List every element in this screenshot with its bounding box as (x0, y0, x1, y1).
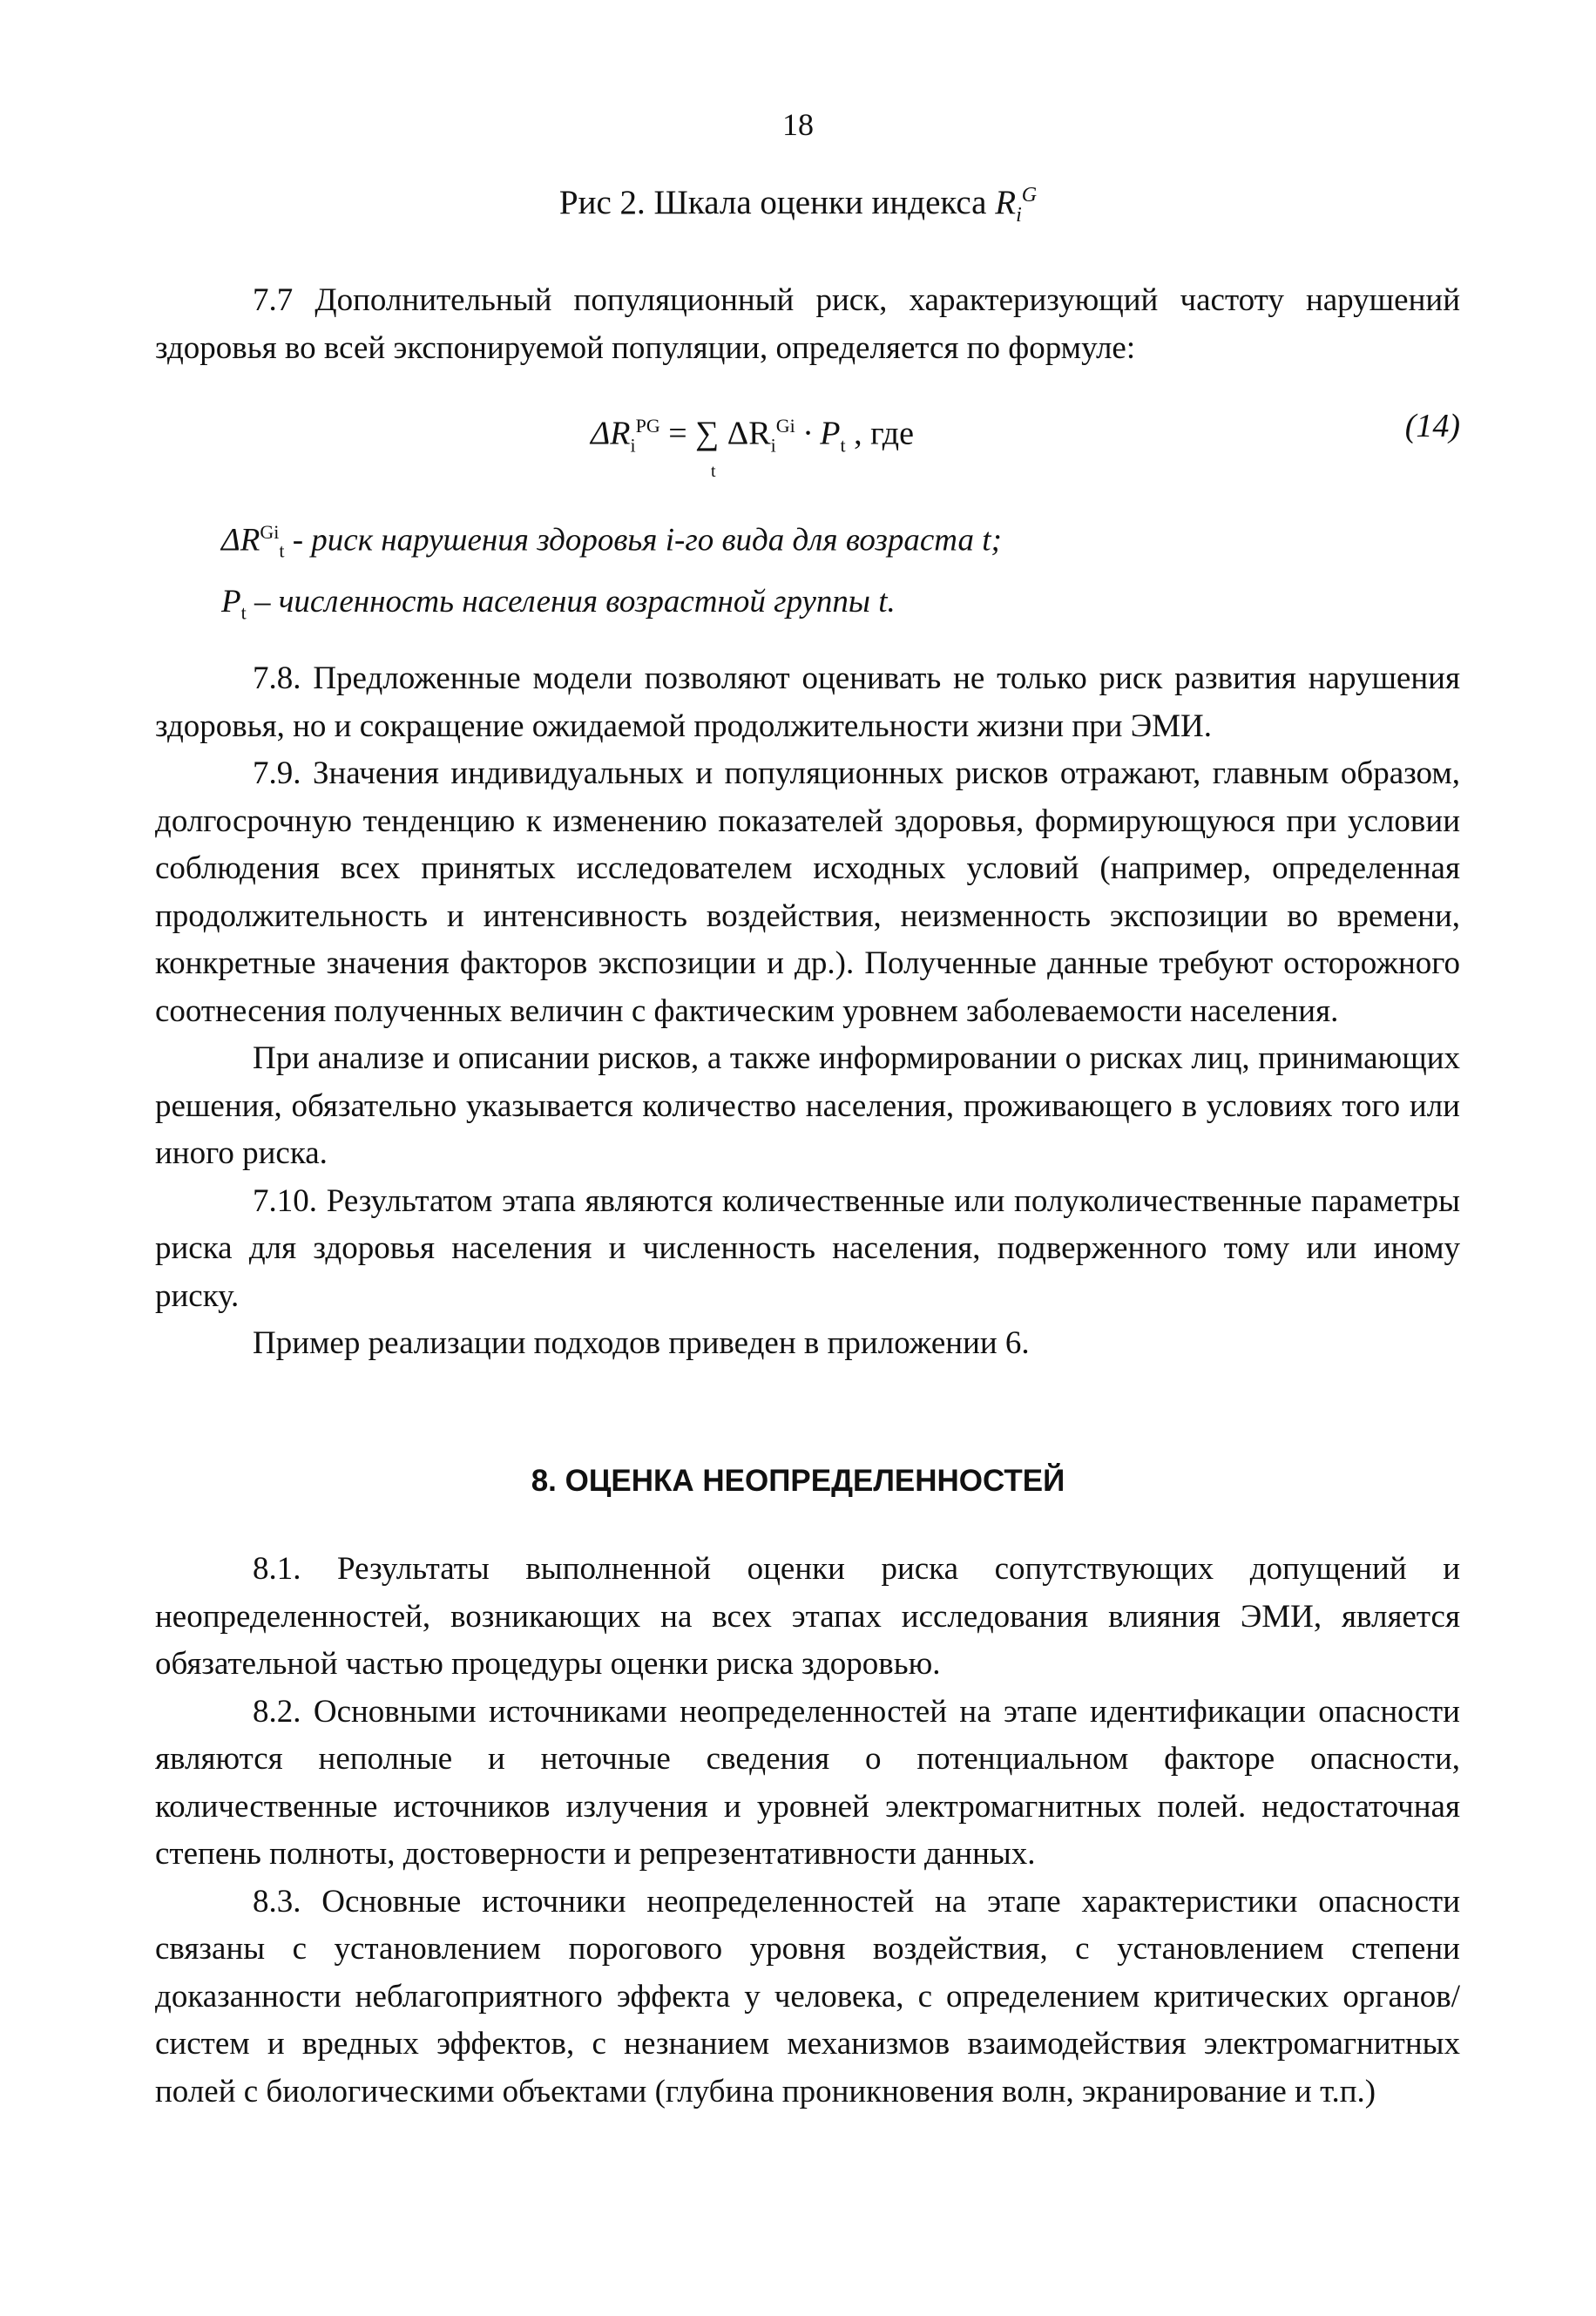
formula-lhs: ΔR (591, 415, 631, 452)
page-number: 18 (782, 107, 814, 142)
paragraph-text: 7.7 Дополнительный популяционный риск, характеризующий частоту нарушений здоровья во всей экспонируемой популяции, определяется по формуле: (155, 282, 1460, 366)
definition-sup: Gi (260, 521, 280, 543)
formula-number: (14) (1404, 408, 1460, 444)
index-symbol (995, 184, 1038, 227)
paragraph-8-2: 8.2. Основными источниками неопределенностей на этапе идентификации опасности являются неполные и неточные сведения о потенциальном факторе опасности, количественные источников излучения и уровней электромагнитных полей. недостаточная степень полноты, достоверности и репрезентативности данных. (155, 1693, 1460, 1872)
paragraphs-7-8-to-7-10 (155, 655, 1460, 1368)
definition-line (221, 577, 1441, 638)
paragraph-risk-informing: При анализе и описании рисков, а также информировании о рисках лиц, принимающих решения, обязательно указывается количество населения, проживающего в условиях того или иного риска. (155, 1040, 1460, 1171)
section-heading: 8. ОЦЕНКА НЕОПРЕДЕЛЕННОСТЕЙ (531, 1464, 1065, 1498)
paragraphs-section-8 (155, 1546, 1460, 2116)
figure-caption (0, 183, 1596, 227)
paragraph-7-8: 7.8. Предложенные модели позволяют оценивать не только риск развития нарушения здоровья, но и сокращение ожидаемой продолжительности жизни при ЭМИ. (155, 660, 1460, 744)
definition-line (221, 507, 1441, 577)
formula-mult-sub: t (840, 434, 846, 457)
formula-tail: , где (845, 415, 914, 452)
definition-symbol: P (221, 583, 241, 620)
paragraph-7-7 (155, 277, 1460, 372)
paragraph-8-3: 8.3. Основные источники неопределенностей на этапе характеристики опасности связаны с установлением порогового уровня воздействия, с установлением степени доказанности неблагоприятного эффекта у человека, с определением критических органов/систем и вредных эффектов, с незнанием механизмов взаимодействия электромагнитных полей с биологическими объектами (глубина проникновения волн, экранирование и т.п.) (155, 1883, 1460, 2109)
paragraph-7-9: 7.9. Значения индивидуальных и популяционных рисков отражают, главным образом, долгосрочную тенденцию к изменению показателей здоровья, формирующуюся при условии соблюдения всех принятых исследователем исходных условий (например, определенная продолжительность и интенсивность воздействия, неизменность экспозиции во времени, конкретные значения факторов экспозиции и др.). Полученные данные требуют осторожного соотнесения полученных величин с фактическим уровнем заболеваемости населения. (155, 755, 1460, 1029)
formula-lhs-sup: PG (635, 415, 660, 437)
paragraph-example: Пример реализации подходов приведен в приложении 6. (253, 1325, 1030, 1361)
formula-sum: = ∑ (659, 415, 727, 452)
formula-mult: · P (795, 415, 841, 452)
formula-14 (155, 403, 1460, 481)
definition-symbol: ΔR (221, 522, 260, 559)
definition-sub: t (279, 539, 285, 562)
index-symbol-sup: G (1021, 184, 1038, 207)
formula-expression (591, 403, 914, 470)
formula-definitions (221, 507, 1441, 638)
index-symbol-letter: R (995, 184, 1017, 221)
definition-sub: t (240, 601, 247, 624)
paragraph-7-10: 7.10. Результатом этапа являются количественные или полуколичественные параметры риска для здоровья населения и численность населения, подверженного тому или иному риску. (155, 1182, 1460, 1314)
formula-term-sub: i (770, 434, 776, 457)
index-symbol-sub: i (1016, 203, 1022, 227)
formula-term-sup: Gi (775, 415, 795, 437)
definition-text: - риск нарушения здоровья i-го вида для возраста t; (284, 522, 1002, 559)
formula-sum-index: t (711, 462, 716, 481)
paragraph-8-1: 8.1. Результаты выполненной оценки риска сопутствующих допущений и неопределенностей, возникающих на всех этапах исследования влияния ЭМИ, является обязательной частью процедуры оценки риска здоровью. (155, 1551, 1460, 1682)
formula-term: ΔR (727, 415, 771, 452)
figure-caption-text: Рис 2. Шкала оценки индекса (558, 184, 996, 221)
formula-lhs-sub: i (630, 434, 636, 457)
definition-text: – численность населения возрастной группы t. (246, 583, 896, 620)
